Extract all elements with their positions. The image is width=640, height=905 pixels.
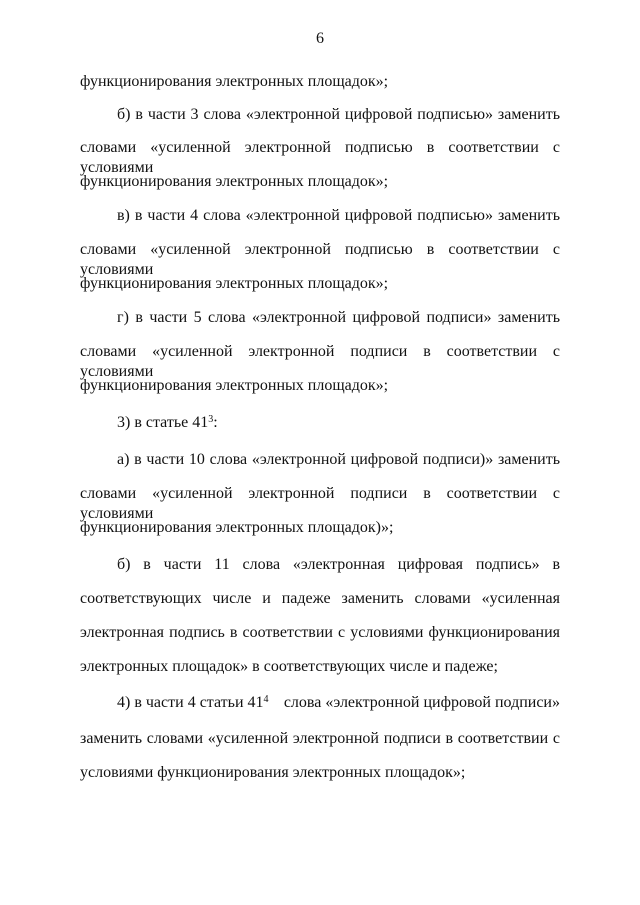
- item-4-lead: [117, 693, 269, 713]
- text-line: функционирования электронных площадок»;: [80, 173, 389, 190]
- text-line: словами «усиленной электронной подписью в соответствии с условиями: [80, 139, 560, 176]
- text-line: электронных площадок» в соответствующих числе и падеже;: [80, 658, 498, 675]
- item-3-superscript: 3: [208, 414, 214, 425]
- item-4-suffix: слова «электронной цифровой подписи»: [283, 694, 560, 711]
- item-4-heading: [117, 693, 560, 713]
- item-3-suffix: :: [213, 414, 218, 431]
- text-line: функционирования электронных площадок»;: [80, 73, 389, 90]
- item-4-superscript: 4: [263, 694, 269, 705]
- text-line: а) в части 10 слова «электронной цифровой подписи)» заменить: [117, 451, 560, 468]
- text-line: функционирования электронных площадок)»;: [80, 519, 394, 536]
- text-line: функционирования электронных площадок»;: [80, 377, 389, 394]
- text-line: электронная подпись в соответствии с условиями функционирования: [80, 624, 560, 641]
- item-4-prefix: 4) в части 4 статьи 41: [117, 694, 264, 711]
- text-line: словами «усиленной электронной подписи в соответствии с условиями: [80, 485, 560, 522]
- text-line: б) в части 3 слова «электронной цифровой подписью» заменить: [117, 106, 560, 123]
- text-line: словами «усиленной электронной подписи в соответствии с условиями: [80, 343, 560, 380]
- text-line: соответствующих числе и падеже заменить словами «усиленная: [80, 590, 560, 607]
- item-3-heading: [117, 413, 218, 433]
- text-line: функционирования электронных площадок»;: [80, 275, 389, 292]
- page-number: 6: [316, 30, 324, 47]
- text-line: словами «усиленной электронной подписью в соответствии с условиями: [80, 241, 560, 278]
- text-line: в) в части 4 слова «электронной цифровой подписью» заменить: [117, 207, 560, 224]
- text-line: заменить словами «усиленной электронной подписи в соответствии с: [80, 730, 560, 747]
- text-line: условиями функционирования электронных площадок»;: [80, 764, 466, 781]
- text-line: б) в части 11 слова «электронная цифровая подпись» в: [117, 556, 560, 573]
- text-line: г) в части 5 слова «электронной цифровой подписи» заменить: [117, 309, 560, 326]
- item-3-prefix: 3) в статье 41: [117, 414, 209, 431]
